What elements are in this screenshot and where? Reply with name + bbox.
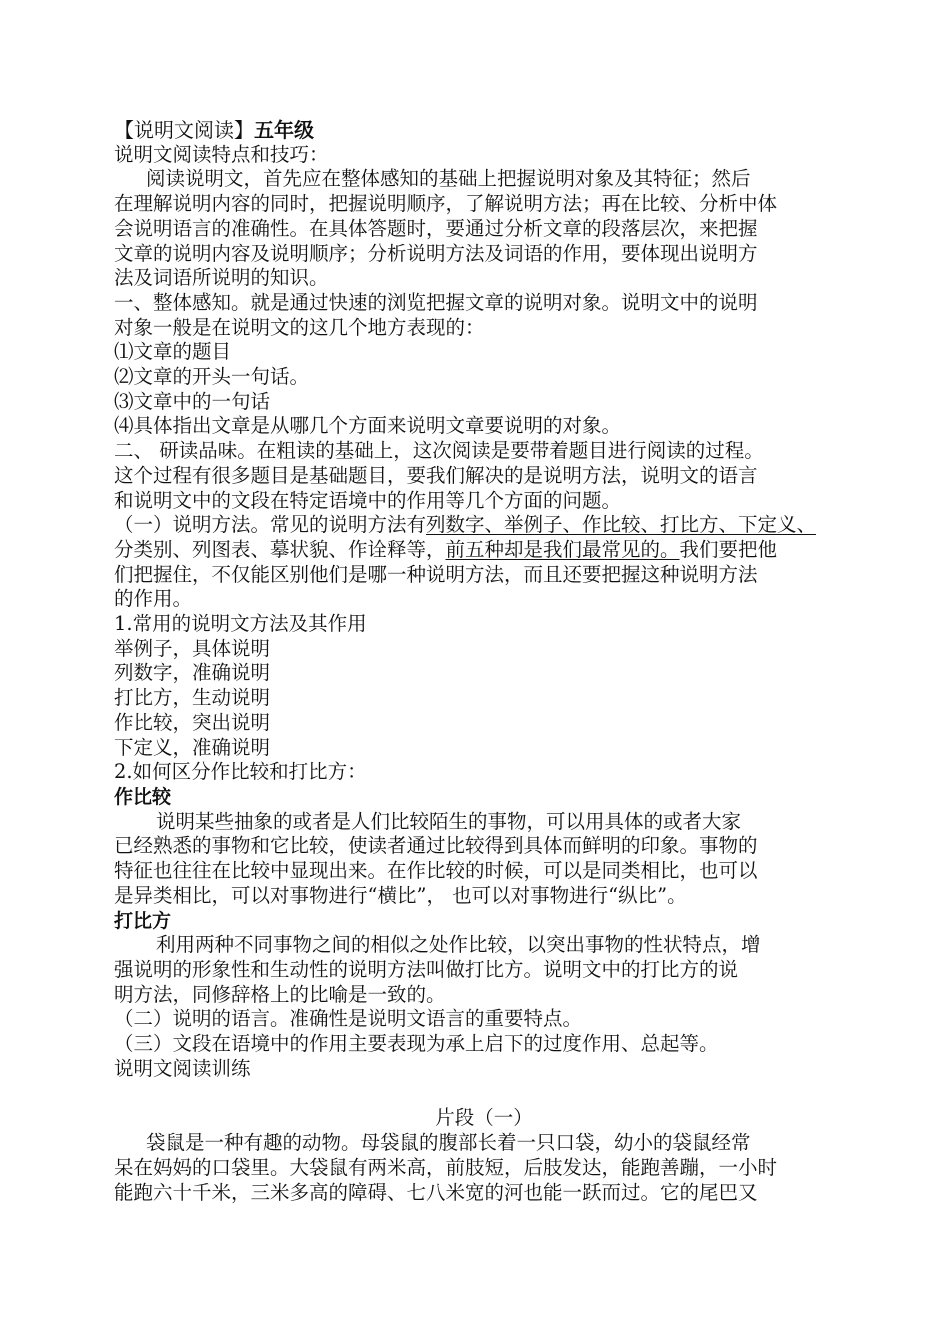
metaphor-line: 强说明的形象性和生动性的说明方法叫做打比方。说明文中的打比方的说 (114, 957, 739, 981)
methods-text: （一）说明方法。常见的说明方法有 (114, 513, 427, 537)
document-title (114, 118, 854, 143)
methods-list-item: 举例子，具体说明 (114, 636, 271, 660)
compare-line: 特征也往往在比较中显现出来。在作比较的时候，可以是同类相比，也可以 (114, 859, 758, 883)
question-2: 2.如何区分作比较和打比方： (114, 760, 367, 784)
intro-line: 法及词语所说明的知识。 (114, 266, 329, 290)
part1-line: 对象一般是在说明文的这几个地方表现的： (114, 315, 485, 339)
role-line: （三）文段在语境中的作用主要表现为承上启下的过度作用、总起等。 (114, 1032, 719, 1056)
methods-list-item: 打比方，生动说明 (114, 686, 271, 710)
methods-line: 们把握住，不仅能区别他们是哪一种说明方法，而且还要把握这种说明方法 (114, 562, 758, 586)
fragment-line: 袋鼠是一种有趣的动物。母袋鼠的腹部长着一只口袋，幼小的袋鼠经常 (146, 1131, 751, 1155)
metaphor-line: 利用两种不同事物之间的相似之处作比较，以突出事物的性状特点，增 (156, 933, 761, 957)
metaphor-line: 明方法，同修辞格上的比喻是一致的。 (114, 982, 446, 1006)
intro-line: 文章的说明内容及说明顺序；分析说明方法及词语的作用，要体现出说明方 (114, 241, 758, 265)
methods-text: 分类别、列图表、摹状貌、作诠释等， (114, 537, 446, 561)
intro-line: 在理解说明内容的同时，把握说明顺序，了解说明方法；再在比较、分析中体 (114, 192, 778, 216)
part1-item: ⑷具体指出文章是从哪几个方面来说明文章要说明的对象。 (114, 414, 622, 438)
title-grade: 五年级 (254, 118, 314, 142)
methods-list-item: 下定义，准确说明 (114, 735, 271, 759)
compare-heading: 作比较 (114, 785, 172, 808)
fragment-line: 能跑六十千米，三米多高的障碍、七八米宽的河也能一跃而过。它的尾巴又 (114, 1180, 758, 1204)
methods-list-item: 列数字，准确说明 (114, 661, 271, 685)
methods-line (114, 538, 854, 563)
fragment-line: 呆在妈妈的口袋里。大袋鼠有两米高，前肢短，后肢发达，能跑善蹦，一小时 (114, 1155, 778, 1179)
metaphor-heading: 打比方 (114, 909, 172, 932)
title-bracket: 【说明文阅读】 (114, 118, 254, 142)
part2-line: 二、 研读品味。在粗读的基础上，这次阅读是要带着题目进行阅读的过程。 (114, 439, 764, 463)
methods-text: 我们要把他 (679, 537, 778, 561)
part1-line: 一、整体感知。就是通过快速的浏览把握文章的说明对象。说明文中的说明 (114, 290, 758, 314)
part1-item: ⑴文章的题目 (114, 340, 232, 364)
intro-line: 阅读说明文，首先应在整体感知的基础上把握说明对象及其特征；然后 (146, 167, 751, 191)
part2-line: 这个过程有很多题目是基础题目，要我们解决的是说明方法，说明文的语言 (114, 463, 758, 487)
document-page (114, 118, 854, 1205)
methods-underlined: 列数字、举例子、作比较、打比方、下定义、 (426, 513, 817, 537)
methods-line: 的作用。 (114, 587, 193, 611)
methods-list-title: 1.常用的说明文方法及其作用 (114, 612, 367, 636)
methods-underlined: 前五种却是我们最常见的。 (445, 537, 680, 561)
compare-line: 是异类相比，可以对事物进行“横比”， 也可以对事物进行“纵比”。 (114, 883, 687, 907)
methods-list-item: 作比较，突出说明 (114, 710, 271, 734)
compare-line: 已经熟悉的事物和它比较，使读者通过比较得到具体而鲜明的印象。事物的 (114, 834, 758, 858)
part1-item: ⑶文章中的一句话 (114, 389, 271, 413)
part2-line: 和说明文中的文段在特定语境中的作用等几个方面的问题。 (114, 488, 622, 512)
fragment-title: 片段（一） (435, 1106, 533, 1130)
intro-line: 会说明语言的准确性。在具体答题时，要通过分析文章的段落层次，来把握 (114, 216, 758, 240)
methods-line (114, 513, 854, 538)
section-subtitle: 说明文阅读特点和技巧： (114, 142, 329, 166)
language-line: （二）说明的语言。准确性是说明文语言的重要特点。 (114, 1007, 583, 1031)
training-title: 说明文阅读训练 (114, 1056, 251, 1080)
compare-line: 说明某些抽象的或者是人们比较陌生的事物，可以用具体的或者大家 (156, 809, 742, 833)
part1-item: ⑵文章的开头一句话。 (114, 365, 310, 389)
